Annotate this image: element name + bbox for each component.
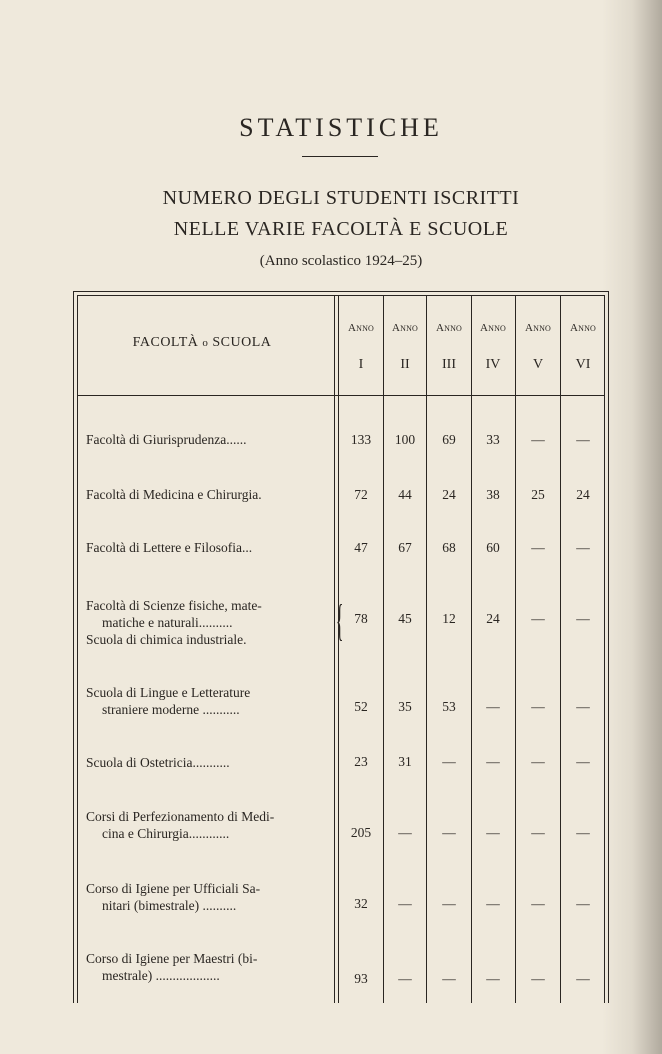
table-cell: 31 <box>398 754 412 769</box>
table-cell: — <box>531 540 545 555</box>
row-label <box>86 808 324 842</box>
row-label <box>86 950 324 984</box>
header-anno-4: Anno <box>479 322 507 334</box>
table-cell: — <box>442 754 456 769</box>
row-label <box>86 597 324 648</box>
table-cell: — <box>531 699 545 714</box>
header-school-word: SCUOLA <box>212 335 272 350</box>
row-label-line: Facoltà di Scienze fisiche, mate- <box>86 598 262 613</box>
table-cell: 25 <box>531 487 545 502</box>
table-cell: — <box>531 432 545 447</box>
table-cell: — <box>486 699 500 714</box>
table-cell: — <box>576 540 590 555</box>
header-year-5: V <box>532 357 544 372</box>
row-label-line: cina e Chirurgia............ <box>102 826 230 841</box>
table-cell: — <box>576 896 590 911</box>
table-cell: 205 <box>350 825 372 840</box>
table-cell: 60 <box>486 540 500 555</box>
table-cell: — <box>576 611 590 626</box>
row-group-brace: { <box>336 596 344 645</box>
row-label <box>86 754 324 771</box>
row-label <box>86 431 324 448</box>
table-cell: — <box>576 699 590 714</box>
table-cell: — <box>486 825 500 840</box>
table-cell: — <box>398 971 412 986</box>
table-cell: — <box>442 971 456 986</box>
table-cell: — <box>531 971 545 986</box>
table-cell: 38 <box>486 487 500 502</box>
header-anno-1: Anno <box>347 322 375 334</box>
row-label-line: Scuola di Lingue e Letterature <box>86 685 251 700</box>
row-label-line: Corsi di Perfezionamento di Medi- <box>86 809 275 824</box>
header-year-3: III <box>442 357 456 372</box>
table-cell: — <box>531 896 545 911</box>
row-label-line: nitari (bimestrale) .......... <box>102 898 237 913</box>
header-anno-5: Anno <box>524 322 552 334</box>
table-left-border <box>73 291 74 1003</box>
table-left-border-inner <box>77 295 78 1003</box>
table-cell: — <box>531 754 545 769</box>
page-edge-shadow <box>602 0 662 1054</box>
table-cell: — <box>486 971 500 986</box>
row-label-line: matiche e naturali.......... <box>102 615 233 630</box>
header-anno-2: Anno <box>391 322 419 334</box>
row-label-line: Corso di Igiene per Maestri (bi- <box>86 951 258 966</box>
table-cell: — <box>531 611 545 626</box>
table-cell: 23 <box>354 754 368 769</box>
page-title: STATISTICHE <box>239 113 443 142</box>
row-label-line: Scuola di Ostetricia........... <box>86 755 230 770</box>
header-year-1: I <box>358 357 364 372</box>
table-cell: 32 <box>354 896 368 911</box>
table-cell: 24 <box>486 611 500 626</box>
row-label-line: mestrale) ................... <box>102 968 220 983</box>
table-cell: 100 <box>394 432 416 447</box>
header-anno-3: Anno <box>435 322 463 334</box>
table-cell: 24 <box>442 487 456 502</box>
header-year-6: VI <box>575 357 591 372</box>
table-cell: — <box>442 825 456 840</box>
row-label <box>86 880 324 914</box>
table-cell: 68 <box>442 540 456 555</box>
table-cell: — <box>398 896 412 911</box>
table-cell: — <box>531 825 545 840</box>
table-cell: 45 <box>398 611 412 626</box>
table-cell: — <box>486 754 500 769</box>
row-label-line: Scuola di chimica industriale. <box>86 632 247 647</box>
table-cell: — <box>486 896 500 911</box>
header-faculty-connector: o <box>202 337 209 349</box>
row-label <box>86 486 324 503</box>
title-rule <box>302 156 378 157</box>
header-anno-6: Anno <box>569 322 597 334</box>
table-right-border <box>608 291 609 1003</box>
table-cell: — <box>398 825 412 840</box>
table-cell: — <box>576 432 590 447</box>
row-label <box>86 684 324 718</box>
table-cell: — <box>576 825 590 840</box>
header-faculty-word: FACOLTÀ <box>132 335 199 350</box>
table-cell: 44 <box>398 487 412 502</box>
table-top-border <box>73 291 609 292</box>
row-label <box>86 539 324 556</box>
table-cell: — <box>442 896 456 911</box>
column-separator <box>334 295 335 1003</box>
table-cell: 93 <box>354 971 368 986</box>
row-label-line: Facoltà di Giurisprudenza...... <box>86 432 247 447</box>
row-label-line: Facoltà di Lettere e Filosofia... <box>86 540 253 555</box>
table-cell: — <box>576 754 590 769</box>
table-cell: 53 <box>442 699 456 714</box>
table-cell: 33 <box>486 432 500 447</box>
header-faculty-label <box>82 335 322 351</box>
row-label-line: straniere moderne ........... <box>102 702 240 717</box>
table-cell: 72 <box>354 487 368 502</box>
table-cell: 24 <box>576 487 590 502</box>
header-year-2: II <box>400 357 410 372</box>
row-label-line: Corso di Igiene per Ufficiali Sa- <box>86 881 261 896</box>
table-cell: 12 <box>442 611 456 626</box>
table-cell: 52 <box>354 699 368 714</box>
subtitle-line-2: NELLE VARIE FACOLTÀ E SCUOLE <box>173 218 509 240</box>
table-cell: 67 <box>398 540 412 555</box>
table-top-border-inner <box>77 295 605 296</box>
table-cell: — <box>576 971 590 986</box>
academic-year: (Anno scolastico 1924–25) <box>259 253 423 269</box>
row-label-line: Facoltà di Medicina e Chirurgia. <box>86 487 262 502</box>
table-cell: 69 <box>442 432 456 447</box>
subtitle-line-1: NUMERO DEGLI STUDENTI ISCRITTI <box>162 187 520 209</box>
table-cell: 78 <box>354 611 368 626</box>
header-year-4: IV <box>485 357 501 372</box>
table-cell: 35 <box>398 699 412 714</box>
table-cell: 133 <box>350 432 372 447</box>
table-cell: 47 <box>354 540 368 555</box>
header-separator <box>77 395 605 396</box>
